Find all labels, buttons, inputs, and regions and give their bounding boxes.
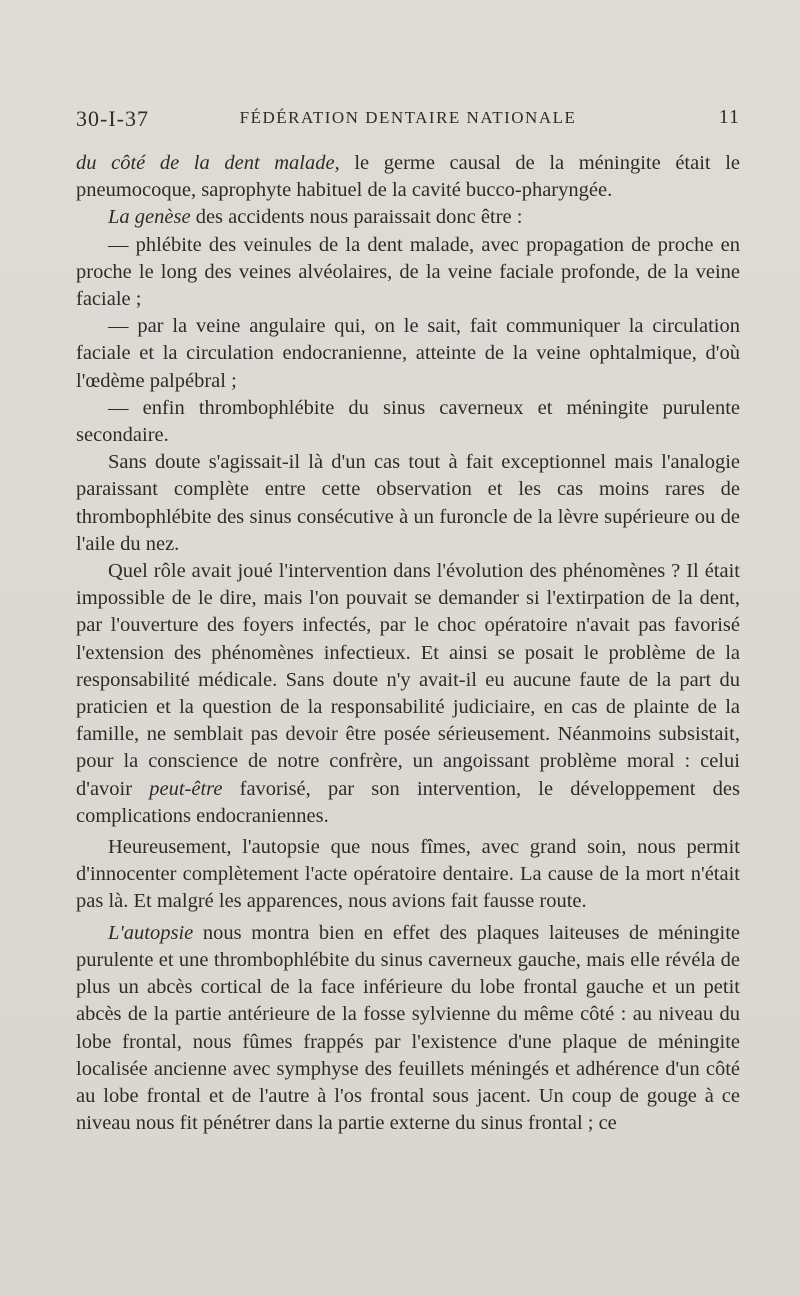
italic-phrase: du côté de la dent malade,	[76, 152, 340, 174]
paragraph-8	[76, 834, 740, 916]
italic-phrase: peut-être	[149, 777, 223, 800]
running-header	[76, 106, 740, 136]
paragraph-text: le germe causal de la méningite était le pneumocoque, saprophyte habituel de la cavité bucco-pharyngée.	[76, 152, 740, 202]
paragraph-text: des accidents nous paraissait donc être :	[190, 206, 523, 229]
paragraph-text: Quel rôle avait joué l'intervention dans l'évolution des phénomènes ? Il était impossible de le dire, mais l'on pouvait se demander si l'extirpation de la dent, par l'ouverture des foyers infectés, par le choc opératoire n'avait pas favorisé l'extension des phénomènes infectieux. Et ainsi se posait le problème de la responsabilité médicale. Sans doute n'y avait-il eu aucune faute de la part du praticien et la question de la responsabilité judiciaire, en cas de plainte de la famille, ne semblait pas devoir être posée sérieusement. Néanmoins subsistait, pour la conscience de notre confrère, un angoissant problème moral : celui d'avoir	[76, 560, 740, 800]
italic-phrase: L'autopsie	[108, 921, 194, 944]
paragraph-text: — par la veine angulaire qui, on le sait, fait communiquer la circulation faciale et la circulation endocranienne, atteinte de la veine ophtalmique, d'où l'œdème palpébral ;	[76, 315, 740, 392]
paragraph-text: favorisé, par son intervention, le développement des complications endocraniennes.	[76, 777, 740, 827]
paragraph-3	[76, 232, 740, 314]
paragraph-9	[76, 920, 740, 1138]
paragraph-text: — enfin thrombophlébite du sinus caverneux et méningite purulente secondaire.	[76, 396, 740, 447]
paragraph-2	[76, 204, 740, 231]
paragraph-4	[76, 313, 740, 395]
italic-phrase: La genèse	[108, 206, 191, 229]
paragraph-1	[76, 150, 740, 204]
page-number: 11	[718, 106, 740, 128]
paragraph-7	[76, 558, 740, 830]
paragraph-text: Heureusement, l'autopsie que nous fîmes, avec grand soin, nous permit d'innocenter complètement l'acte opératoire dentaire. La cause de la mort n'était pas là. Et malgré les apparences, nous avions fait fausse route.	[76, 836, 740, 913]
body-text	[76, 150, 740, 1137]
header-title: FÉDÉRATION DENTAIRE NATIONALE	[239, 108, 577, 127]
paragraph-6	[76, 449, 740, 558]
paragraph-5	[76, 395, 740, 449]
paragraph-text: Sans doute s'agissait-il là d'un cas tout à fait exceptionnel mais l'analogie paraissant complète entre cette observation et les cas moins rares de thrombophlébite des sinus consécutive à un furoncle de la lèvre supérieure ou de l'aile du nez.	[76, 451, 740, 555]
header-date: 30-I-37	[76, 106, 149, 131]
paragraph-text: — phlébite des veinules de la dent malade, avec propagation de proche en proche le long des veines alvéolaires, de la veine faciale profonde, de la veine faciale ;	[76, 233, 740, 311]
paragraph-text: nous montra bien en effet des plaques laiteuses de méningite purulente et une thrombophlébite du sinus caverneux gauche, mais elle révéla de plus un abcès cortical de la face inférieure du lobe frontal gauche et un petit abcès de la partie antérieure de la fosse sylvienne du même côté : au niveau du lobe frontal, nous fûmes frappés par l'existence d'une plaque de méningite localisée ancienne avec symphyse des feuillets méningés et adhérence d'un côté au lobe frontal et de l'autre à l'os frontal sous jacent. Un coup de gouge à ce niveau nous fit pénétrer dans la partie externe du sinus frontal ; ce	[76, 921, 740, 1135]
